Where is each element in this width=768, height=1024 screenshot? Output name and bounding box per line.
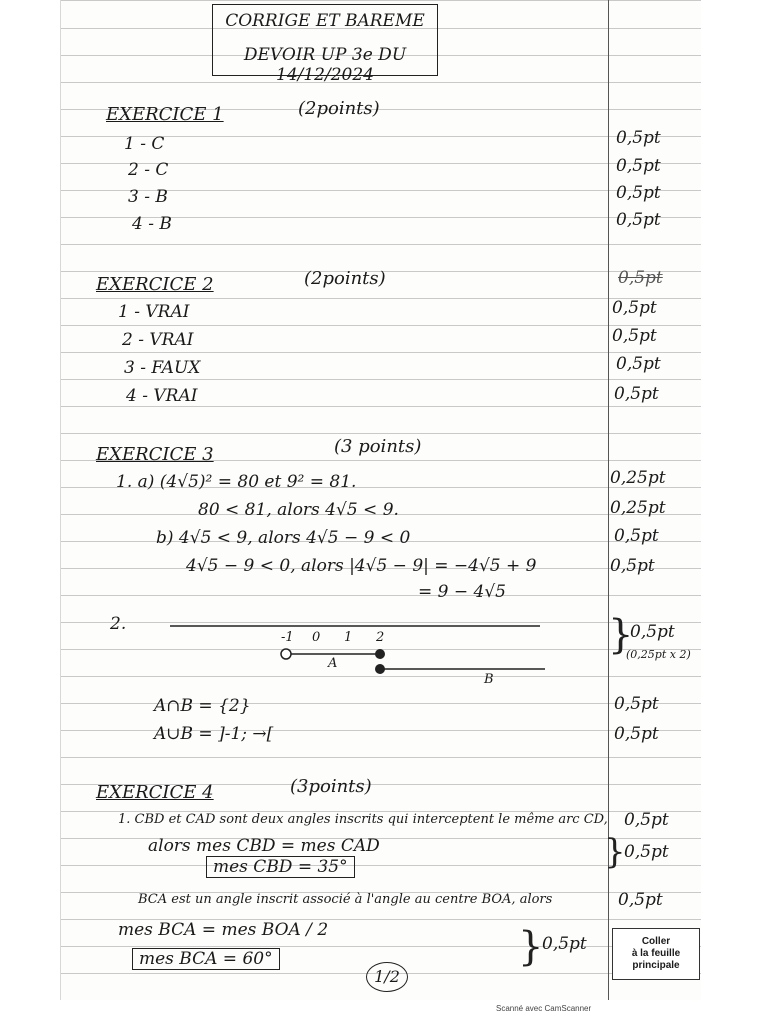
ex4-score-3: 0,5pt [624,842,669,862]
ex3-line-5: = 9 − 4√5 [418,582,506,602]
sticker-line-1: Coller [641,936,671,947]
ex3-line-3: b) 4√5 < 9, alors 4√5 − 9 < 0 [156,528,411,548]
tick-label-0: 0 [312,630,321,645]
ex2-item-1: 1 - VRAI [118,302,190,322]
exercise-3-points: (3 points) [334,436,422,457]
ex3-line-4: 4√5 − 9 < 0, alors |4√5 − 9| = −4√5 + 9 [186,556,537,576]
ex3-score-4: 0,5pt [610,556,655,576]
ex3-q2-brace: } [608,612,634,658]
ex1-item-4: 4 - B [132,214,172,234]
ex2-score-3: 0,5pt [616,354,661,374]
ex4-score-4: 0,5pt [618,890,663,910]
ex4-line-6-boxed: mes BCA = 60° [132,948,280,970]
exercise-1-title: EXERCICE 1 [106,104,224,125]
ex1-score-1: 0,5pt [616,128,661,148]
exercise-2-points: (2points) [304,268,386,289]
open-endpoint-a [281,649,291,659]
ex2-item-3: 3 - FAUX [124,358,201,378]
ex1-score-4: 0,5pt [616,210,661,230]
ex2-item-2: 2 - VRAI [122,330,194,350]
ex3-line-1: 1. a) (4√5)² = 80 et 9² = 81. [116,472,357,492]
page-number: 1/2 [366,962,408,992]
ex2-score-2: 0,5pt [612,326,657,346]
ex3-q2-label: 2. [110,614,127,634]
interval-b-label: B [484,672,494,687]
exercise-2-title: EXERCICE 2 [96,274,214,295]
ex4-brace-2: } [518,924,544,970]
ex2-item-4: 4 - VRAI [126,386,198,406]
ex3-q2-score: 0,5pt [630,622,675,642]
exercise-3-title: EXERCICE 3 [96,444,214,465]
ex4-line-5: mes BCA = mes BOA / 2 [118,920,329,940]
ex3-line-2: 80 < 81, alors 4√5 < 9. [198,500,399,520]
ex3-score-2: 0,25pt [610,498,666,518]
ex1-score-3: 0,5pt [616,183,661,203]
exercise-1-points: (2points) [298,98,380,119]
ex2-score-4: 0,5pt [614,384,659,404]
tick-label-1: 1 [344,630,353,645]
ex1-score-2: 0,5pt [616,156,661,176]
scanner-watermark: Scanné avec CamScanner [496,1004,592,1013]
ex2-header-score-crossed: 0,5pt [618,268,663,288]
closed-endpoint-a [375,649,385,659]
ex3-score-1: 0,25pt [610,468,666,488]
ex3-score-3: 0,5pt [614,526,659,546]
ex1-item-2: 2 - C [128,160,169,180]
closed-endpoint-b [375,664,385,674]
ex1-item-1: 1 - C [124,134,165,154]
tick-label-2: 2 [376,630,385,645]
ex3-union-score: 0,5pt [614,724,659,744]
interval-a-label: A [328,656,338,671]
ex4-score-6: 0,5pt [542,934,587,954]
ex2-score-1: 0,5pt [612,298,657,318]
tick-label-minus-1: -1 [281,630,294,645]
ex4-line-2: alors mes CBD = mes CAD [148,836,380,856]
ex4-line-4: BCA est un angle inscrit associé à l'angle au centre BOA, alors [138,892,553,907]
ex1-item-3: 3 - B [128,187,168,207]
paste-sticker [612,928,700,980]
ex3-union: A∪B = ]-1; →[ [154,724,274,744]
exercise-4-points: (3points) [290,776,372,797]
title-box [212,4,438,85]
title-line-1: CORRIGE ET BAREME [225,11,425,31]
exercise-4-title: EXERCICE 4 [96,782,214,803]
title-line-2: DEVOIR UP 3e DU 14/12/2024 [243,45,407,85]
ex3-q2-detail: (0,25pt x 2) [626,648,691,661]
sticker-line-3: principale [632,960,680,971]
ex4-line-1: 1. CBD et CAD sont deux angles inscrits qui interceptent le même arc CD, [118,812,608,827]
ex4-score-1: 0,5pt [624,810,669,830]
sticker-line-2: à la feuille [631,948,681,959]
ex4-brace-1: } [604,832,626,872]
ex4-line-3-boxed: mes CBD = 35° [206,856,355,878]
ex3-intersection-score: 0,5pt [614,694,659,714]
ex3-intersection: A∩B = {2} [154,696,251,716]
